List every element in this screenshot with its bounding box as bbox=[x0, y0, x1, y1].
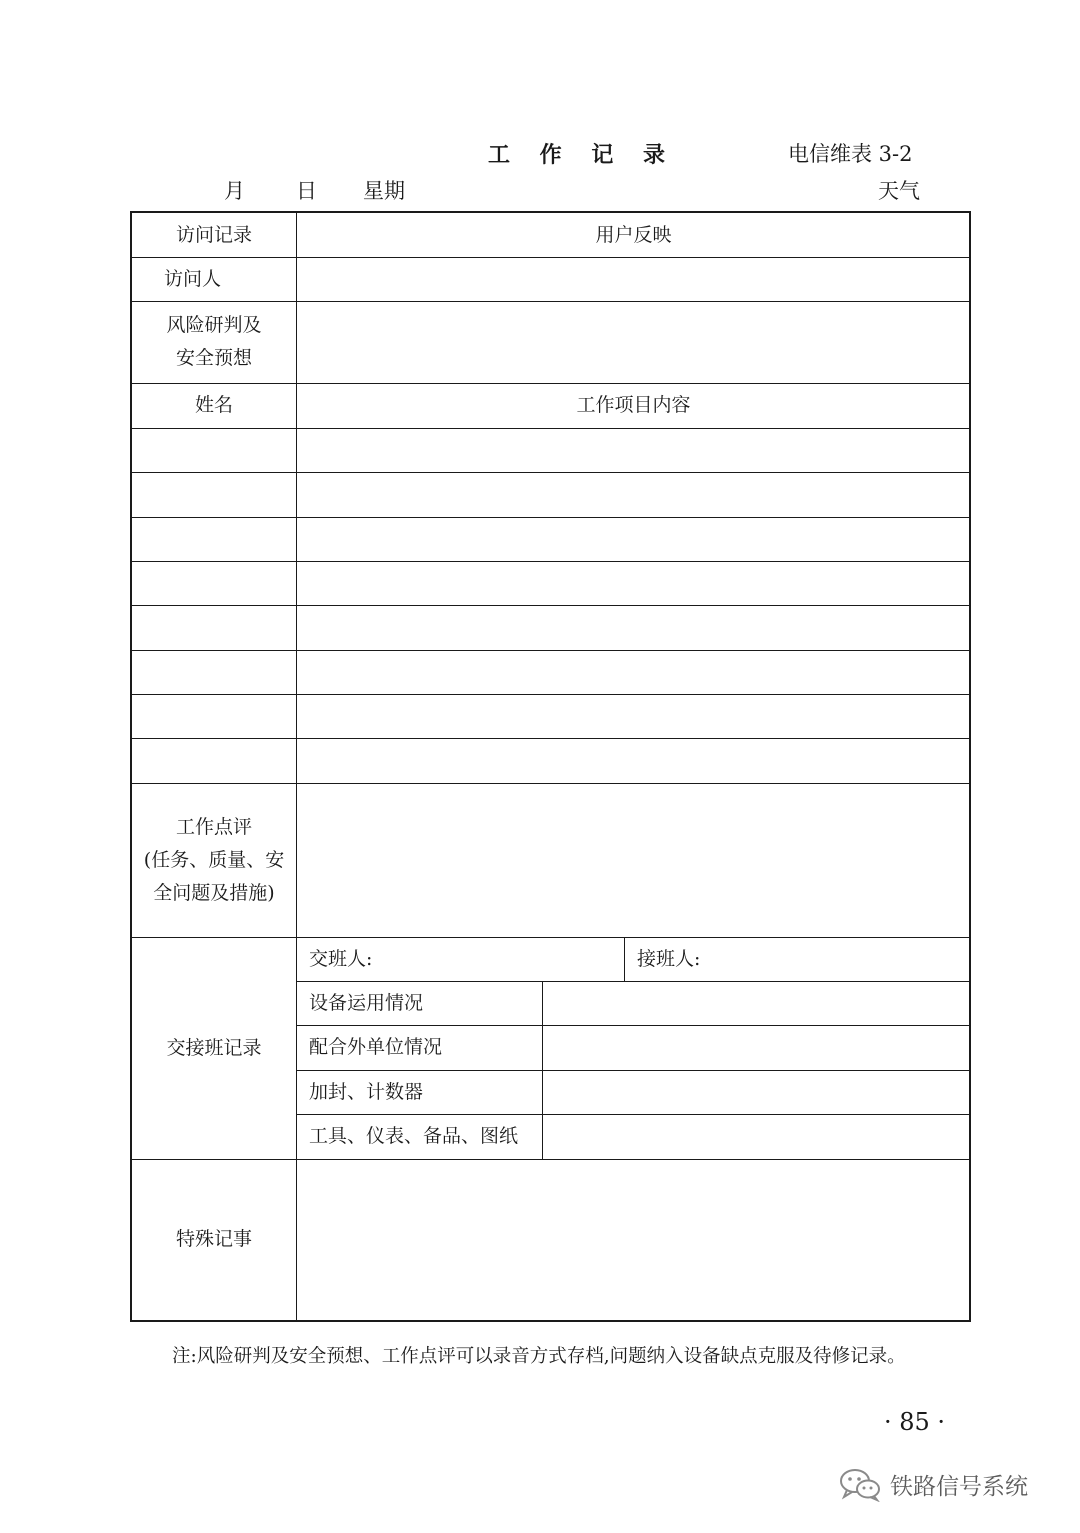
tools-label: 工具、仪表、备品、图纸 bbox=[309, 1125, 519, 1147]
work-content-header: 工作项目内容 bbox=[576, 394, 691, 416]
weekday-label: 星期 bbox=[363, 179, 405, 203]
work-content-cell-4[interactable] bbox=[296, 561, 971, 605]
risk-assessment-label bbox=[132, 301, 296, 383]
work-content-cell-1[interactable] bbox=[296, 428, 971, 472]
review-label-line1: 工作点评 bbox=[175, 815, 252, 838]
user-feedback-header: 用户反映 bbox=[595, 223, 672, 246]
form-code: 电信维表 3-2 bbox=[788, 142, 913, 166]
work-content-cell-7[interactable] bbox=[296, 694, 971, 738]
visitor-label: 访问人 bbox=[164, 267, 222, 290]
handover-record-label: 交接班记录 bbox=[166, 1036, 262, 1059]
wechat-icon bbox=[838, 1466, 882, 1502]
external-units-label: 配合外单位情况 bbox=[309, 1036, 443, 1058]
special-notes-label: 特殊记事 bbox=[175, 1228, 252, 1250]
special-notes-field[interactable] bbox=[296, 1159, 971, 1320]
risk-label-line1: 风险研判及 bbox=[166, 314, 262, 336]
visitor-field[interactable] bbox=[296, 257, 971, 301]
page-number: · 85 · bbox=[884, 1408, 946, 1436]
work-content-cell-5[interactable] bbox=[296, 605, 971, 650]
seal-counter-label: 加封、计数器 bbox=[309, 1080, 424, 1103]
handing-over-person-field[interactable]: 交班人: bbox=[309, 947, 373, 970]
risk-assessment-field[interactable] bbox=[296, 301, 971, 383]
work-content-cell-8[interactable] bbox=[296, 738, 971, 783]
watermark-text: 铁路信号系统 bbox=[890, 1473, 1028, 1500]
visit-record-label: 访问记录 bbox=[175, 223, 252, 246]
form-title: 工 作 记 录 bbox=[488, 142, 676, 168]
name-cell-2[interactable] bbox=[132, 472, 296, 517]
name-cell-7[interactable] bbox=[132, 694, 296, 738]
month-label: 月 bbox=[224, 179, 245, 203]
work-review-label bbox=[132, 783, 296, 937]
name-cell-3[interactable] bbox=[132, 517, 296, 561]
weather-label: 天气 bbox=[878, 179, 920, 203]
name-cell-8[interactable] bbox=[132, 738, 296, 783]
taking-over-person-field[interactable]: 接班人: bbox=[637, 947, 701, 970]
seal-counter-field[interactable] bbox=[542, 1070, 971, 1114]
name-header: 姓名 bbox=[194, 394, 233, 416]
name-cell-5[interactable] bbox=[132, 605, 296, 650]
work-record-table bbox=[130, 211, 971, 1322]
name-cell-4[interactable] bbox=[132, 561, 296, 605]
footnote: 注:风险研判及安全预想、工作点评可以录音方式存档,问题纳入设备缺点克服及待修记录。 bbox=[172, 1346, 906, 1367]
external-units-field[interactable] bbox=[542, 1025, 971, 1070]
work-content-cell-3[interactable] bbox=[296, 517, 971, 561]
name-cell-6[interactable] bbox=[132, 650, 296, 694]
equipment-status-label: 设备运用情况 bbox=[309, 991, 424, 1014]
review-label-line3: 全问题及措施) bbox=[153, 881, 275, 904]
work-review-field[interactable] bbox=[296, 783, 971, 937]
work-content-cell-6[interactable] bbox=[296, 650, 971, 694]
work-content-cell-2[interactable] bbox=[296, 472, 971, 517]
day-label: 日 bbox=[296, 179, 317, 203]
name-cell-1[interactable] bbox=[132, 428, 296, 472]
review-label-line2: (任务、质量、安 bbox=[143, 848, 285, 871]
risk-label-line2: 安全预想 bbox=[175, 347, 252, 369]
equipment-status-field[interactable] bbox=[542, 981, 971, 1025]
tools-field[interactable] bbox=[542, 1114, 971, 1159]
watermark bbox=[838, 1466, 1028, 1502]
